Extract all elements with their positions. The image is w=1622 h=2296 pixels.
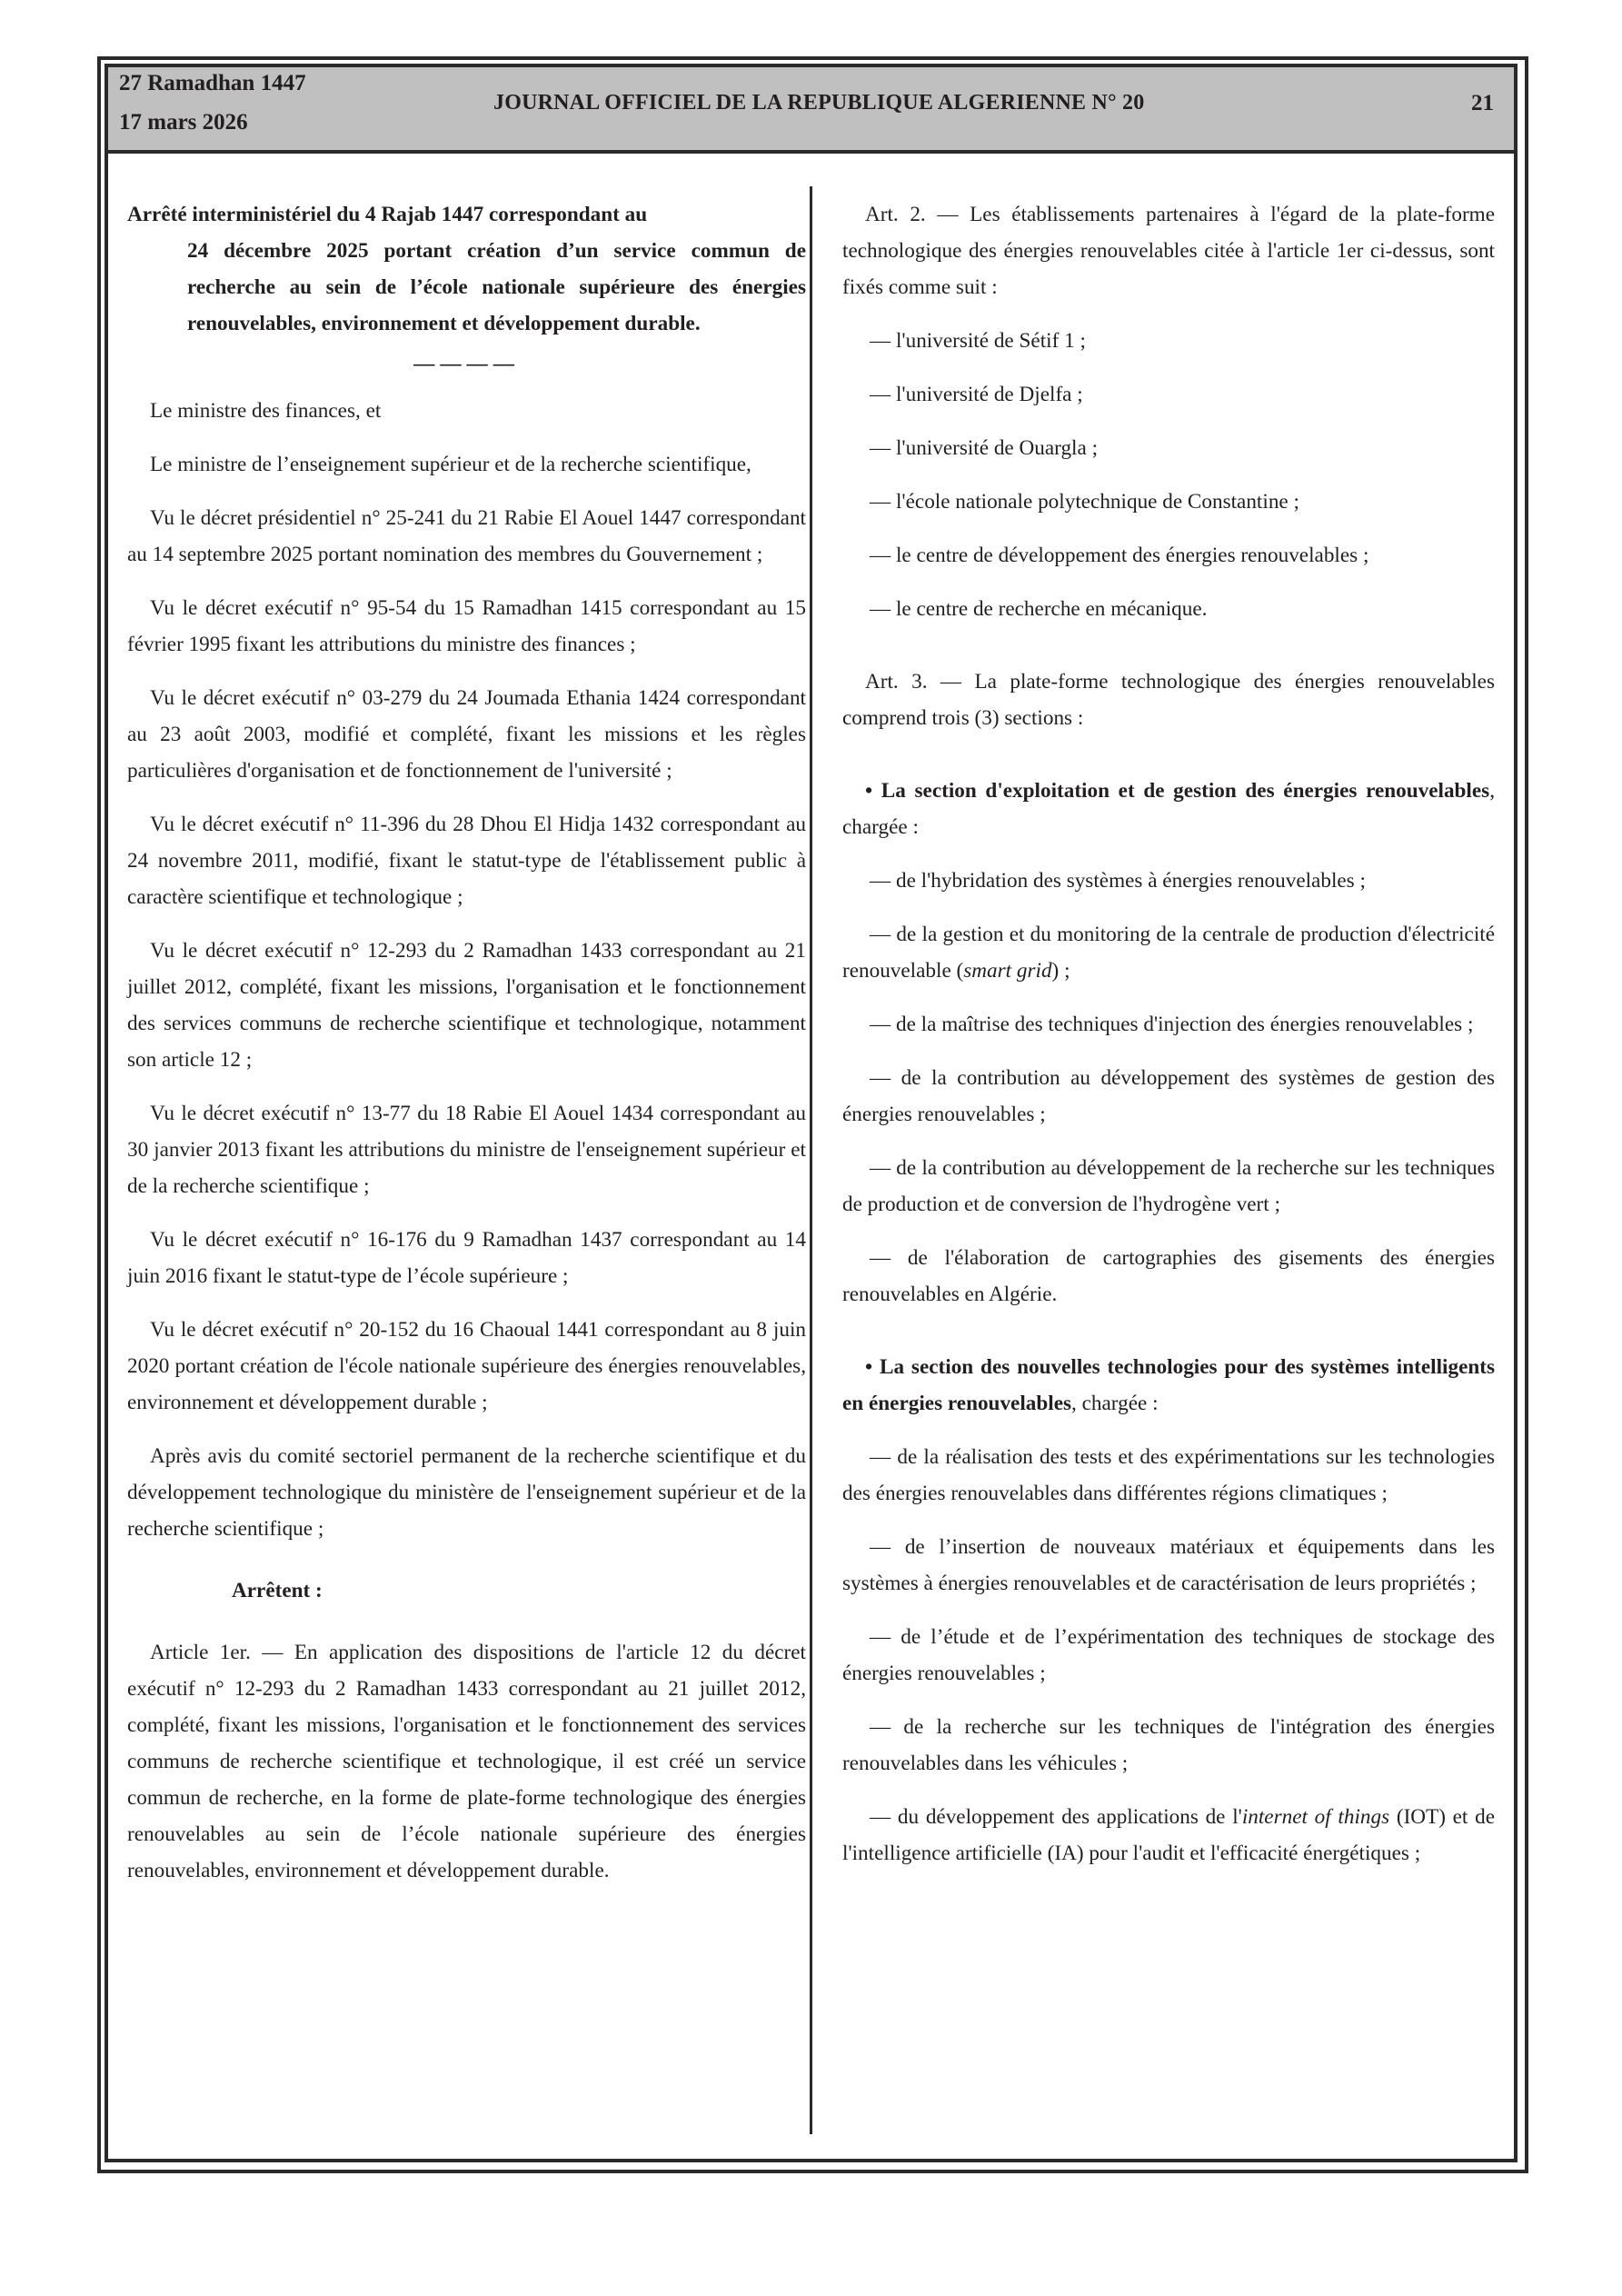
section-2-item-end: (IOT) et de l'intelligence artificielle (IA) pour l'audit et l'efficacité énergétiques ; bbox=[842, 1805, 1495, 1865]
preamble-paragraph: Vu le décret exécutif n° 11-396 du 28 Dhou El Hidja 1432 correspondant au 24 novembre 2011, modifié, fixant le statut-type de l'établissement public à caractère scientifique et technologique ; bbox=[127, 813, 806, 909]
preamble-paragraph: Vu le décret exécutif n° 20-152 du 16 Chaoual 1441 correspondant au 8 juin 2020 portant création de l'école nationale supérieure des énergies renouvelables, environnement et développement durable ; bbox=[127, 1318, 806, 1414]
article-3-intro: Art. 3. — La plate-forme technologique des énergies renouvelables comprend trois (3) sections : bbox=[842, 670, 1495, 730]
article-2-intro: Art. 2. — Les établissements partenaires à l'égard de la plate-forme technologique des énergies renouvelables citée à l'article 1er ci-dessus, sont fixés comme suit : bbox=[842, 203, 1495, 299]
section-1-item: — de la contribution au développement de la recherche sur les techniques de production et de conversion de l'hydrogène vert ; bbox=[842, 1156, 1495, 1216]
partner-item: — l'école nationale polytechnique de Constantine ; bbox=[870, 490, 1299, 514]
title-separator: ———— bbox=[413, 352, 520, 375]
preamble-paragraph: Vu le décret exécutif n° 13-77 du 18 Rabie El Aouel 1434 correspondant au 30 janvier 2013 fixant les attributions du ministre de l'enseignement supérieur et de la recherche scientifique ; bbox=[127, 1102, 806, 1198]
decree-title bbox=[127, 196, 806, 342]
section-1-title: • La section d'exploitation et de gestion des énergies renouvelables bbox=[865, 779, 1490, 803]
section-1-item-end: ) ; bbox=[1051, 959, 1070, 983]
section-1-item: — de l'élaboration de cartographies des gisements des énergies renouvelables en Algérie. bbox=[842, 1246, 1495, 1306]
decree-title-rest: 24 décembre 2025 portant création d’un service commun de recherche au sein de l’école nationale supérieure des énergies renouvelables, environnement et développement durable. bbox=[187, 239, 806, 335]
preamble-paragraph: Après avis du comité sectoriel permanent de la recherche scientifique et du développement technologique du ministère de l'enseignement supérieur et de la recherche scientifique ; bbox=[127, 1444, 806, 1541]
preamble-paragraph: Le ministre de l’enseignement supérieur et de la recherche scientifique, bbox=[150, 453, 751, 476]
preamble-paragraph: Vu le décret exécutif n° 12-293 du 2 Ramadhan 1433 correspondant au 21 juillet 2012, complété, fixant les missions, l'organisation et le fonctionnement des services communs de recherche scientifique et technologique, notamment son article 12 ; bbox=[127, 939, 806, 1072]
article-1: Article 1er. — En application des dispositions de l'article 12 du décret exécutif n° 12-293 du 2 Ramadhan 1433 correspondant au 21 juillet 2012, complété, fixant les missions, l'organisation et le fonctionnement des services communs de recherche scientifique et technologique, il est créé un service commun de recherche, en la forme de plate-forme technologique des énergies renouvelables au sein de l’école nationale supérieure des énergies renouvelables, environnement et développement durable. bbox=[127, 1641, 806, 1882]
decree-heading: Arrêtent : bbox=[232, 1579, 323, 1602]
preamble-paragraph: Vu le décret exécutif n° 03-279 du 24 Joumada Ethania 1424 correspondant au 23 août 2003, modifié et complété, fixant les missions et les règles particulières d'organisation et de fonctionnement de l'université ; bbox=[127, 686, 806, 783]
section-2-suffix: , chargée : bbox=[1071, 1392, 1159, 1415]
left-column bbox=[127, 196, 806, 1906]
partner-item: — l'université de Sétif 1 ; bbox=[870, 329, 1086, 353]
page-number: 21 bbox=[1471, 91, 1494, 115]
partner-item: — l'université de Ouargla ; bbox=[870, 436, 1099, 460]
preamble-paragraph: Vu le décret exécutif n° 16-176 du 9 Ramadhan 1437 correspondant au 14 juin 2016 fixant le statut-type de l’école supérieure ; bbox=[127, 1228, 806, 1288]
preamble-paragraph: Vu le décret exécutif n° 95-54 du 15 Ramadhan 1415 correspondant au 15 février 1995 fixant les attributions du ministre des finances ; bbox=[127, 596, 806, 656]
decree-title-line1: Arrêté interministériel du 4 Rajab 1447 correspondant au bbox=[127, 203, 648, 226]
section-2-item: — de l’étude et de l’expérimentation des techniques de stockage des énergies renouvelables ; bbox=[842, 1625, 1495, 1685]
section-2-item: — de la réalisation des tests et des expérimentations sur les technologies des énergies renouvelables dans différentes régions climatiques ; bbox=[842, 1445, 1495, 1505]
header-date-gregorian: 17 mars 2026 bbox=[119, 110, 248, 135]
section-2-title: • La section des nouvelles technologies pour des systèmes intelligents en énergies renouvelables bbox=[842, 1355, 1495, 1415]
journal-title: JOURNAL OFFICIEL DE LA REPUBLIQUE ALGERIENNE N° 20 bbox=[493, 91, 1145, 115]
section-1-heading bbox=[842, 773, 1495, 845]
preamble-paragraph: Vu le décret présidentiel n° 25-241 du 21 Rabie El Aouel 1447 correspondant au 14 septembre 2025 portant nomination des membres du Gouvernement ; bbox=[127, 506, 806, 566]
section-2-heading bbox=[842, 1349, 1495, 1422]
journal-header bbox=[108, 67, 1514, 154]
section-1-item-text: — de la gestion et du monitoring de la centrale de production d'électricité renouvelable ( bbox=[842, 923, 1495, 983]
section-2-item: — de l’insertion de nouveaux matériaux et équipements dans les systèmes à énergies renouvelables et de caractérisation de leurs propriétés ; bbox=[842, 1535, 1495, 1595]
preamble-paragraph: Le ministre des finances, et bbox=[150, 399, 382, 423]
section-1-item: — de l'hybridation des systèmes à énergies renouvelables ; bbox=[870, 869, 1366, 893]
section-1-item: — de la contribution au développement des systèmes de gestion des énergies renouvelables ; bbox=[842, 1066, 1495, 1126]
section-1-item bbox=[842, 916, 1495, 989]
section-2-item-text: — du développement des applications de l' bbox=[870, 1805, 1242, 1829]
right-column bbox=[842, 196, 1495, 1889]
section-1-suffix: , chargée : bbox=[842, 779, 1495, 839]
section-2-item bbox=[842, 1799, 1495, 1872]
section-1-item: — de la maîtrise des techniques d'injection des énergies renouvelables ; bbox=[870, 1013, 1474, 1036]
header-date-hijri: 27 Ramadhan 1447 bbox=[119, 71, 306, 95]
column-divider bbox=[810, 186, 812, 2134]
partner-item: — le centre de développement des énergies renouvelables ; bbox=[870, 544, 1369, 567]
section-2-item-italic: internet of things bbox=[1241, 1805, 1390, 1829]
partner-item: — l'université de Djelfa ; bbox=[870, 383, 1083, 406]
section-2-item: — de la recherche sur les techniques de l'intégration des énergies renouvelables dans les véhicules ; bbox=[842, 1715, 1495, 1775]
section-1-item-italic: smart grid bbox=[963, 959, 1052, 983]
partner-item: — le centre de recherche en mécanique. bbox=[870, 597, 1208, 621]
